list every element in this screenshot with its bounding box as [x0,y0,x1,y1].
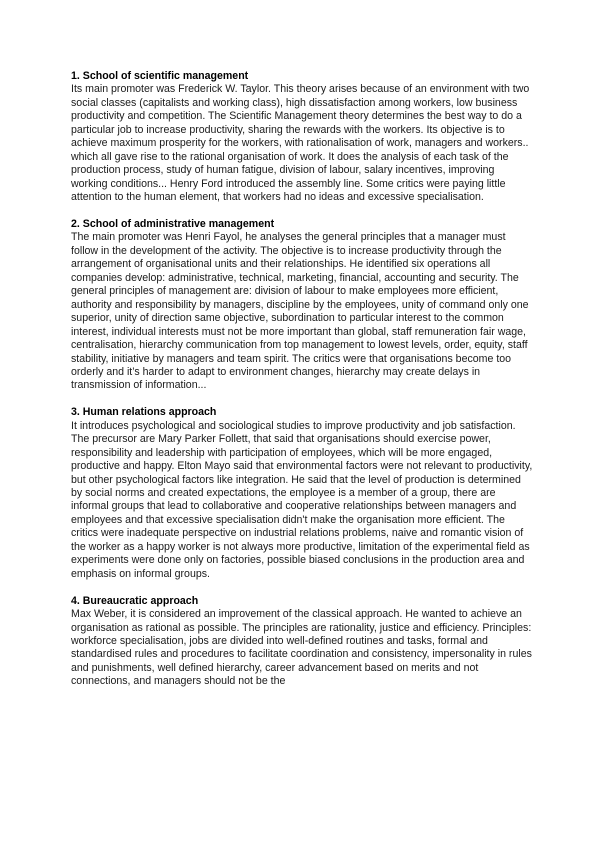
section-heading: 3. Human relations approach [71,406,217,419]
section-heading: 2. School of administrative management [71,217,275,230]
section-body: It introduces psychological and sociological studies to improve productivity and job satisfaction. The precursor are Mary Parker Follett, that said that organisations should exercise power, responsibility and leadership with participation of employees, which will be more engaged, productive and happy. Elton Mayo said that environmental factors were not relevant to productivity, but other psychological factors like integration. He said that the level of production is determined by social norms and created expectations, the employee is a member of a group, there are informal groups that lead to collaborative and cooperative relationships between managers and employees and that excessive specialisation didn't make the organisation more efficient. The critics were inadequate perspective on industrial relations problems, naive and romantic vision of the worker as a happy worker is not always more productive, limitation of the experimental field as experiments were done only on factories, possible biased conclusions in the production area and emphasis on informal groups. [71,419,533,580]
section-administrative-management [71,218,533,393]
section-scientific-management [71,70,533,205]
section-body: Max Weber, it is considered an improvement of the classical approach. He wanted to achieve an organisation as rational as possible. The principles are rationality, justice and efficiency. Principles: workforce specialisation, jobs are divided into well-defined routines and tasks, formal and standardised rules and procedures to facilitate coordination and consistency, impersonality in rules and punishments, well defined hierarchy, career advancement based on merits and not connections, and managers should not be the [71,608,532,688]
section-human-relations [71,406,533,581]
document-page [71,70,533,702]
section-heading: 4. Bureaucratic approach [71,594,199,607]
section-body: The main promoter was Henri Fayol, he analyses the general principles that a manager must follow in the development of the activity. The objective is to increase productivity through the arrangement of organisational units and their relationships. He identified six operations all companies develop: administrative, technical, marketing, financial, accounting and security. The general principles of management are: division of labour to make employees more efficient, authority and responsibility by managers, discipline by the employees, unity of command only one superior, unity of direction same objective, subordination to particular interest to the common interest, individual interests must not be more important than global, staff remuneration fair wage, centralisation, hierarchy communication from top management to lowest levels, order, equity, staff stability, initiative by managers and team spirit. The critics were that organisations become too orderly and it’s harder to adapt to environment changes, hierarchy may create delays in transmission of information... [71,231,529,392]
section-body: Its main promoter was Frederick W. Taylor. This theory arises because of an environment with two social classes (capitalists and working class), high dissatisfaction among workers, low business productivity and competition. The Scientific Management theory determines the best way to do a particular job to increase productivity, sharing the rewards with the workers. Its objective is to achieve maximum prosperity for the workers, with rationalisation of work, managers and workers.. which all gave rise to the rational organisation of work. It does the analysis of each task of the production process, study of human fatigue, division of labour, salary incentives, improving working conditions... Henry Ford introduced the assembly line. Some critics were paying little attention to the human element, that workers had no ideas and excessive specialisation. [71,83,530,204]
section-heading: 1. School of scientific management [71,70,249,82]
section-bureaucratic-approach [71,595,533,689]
